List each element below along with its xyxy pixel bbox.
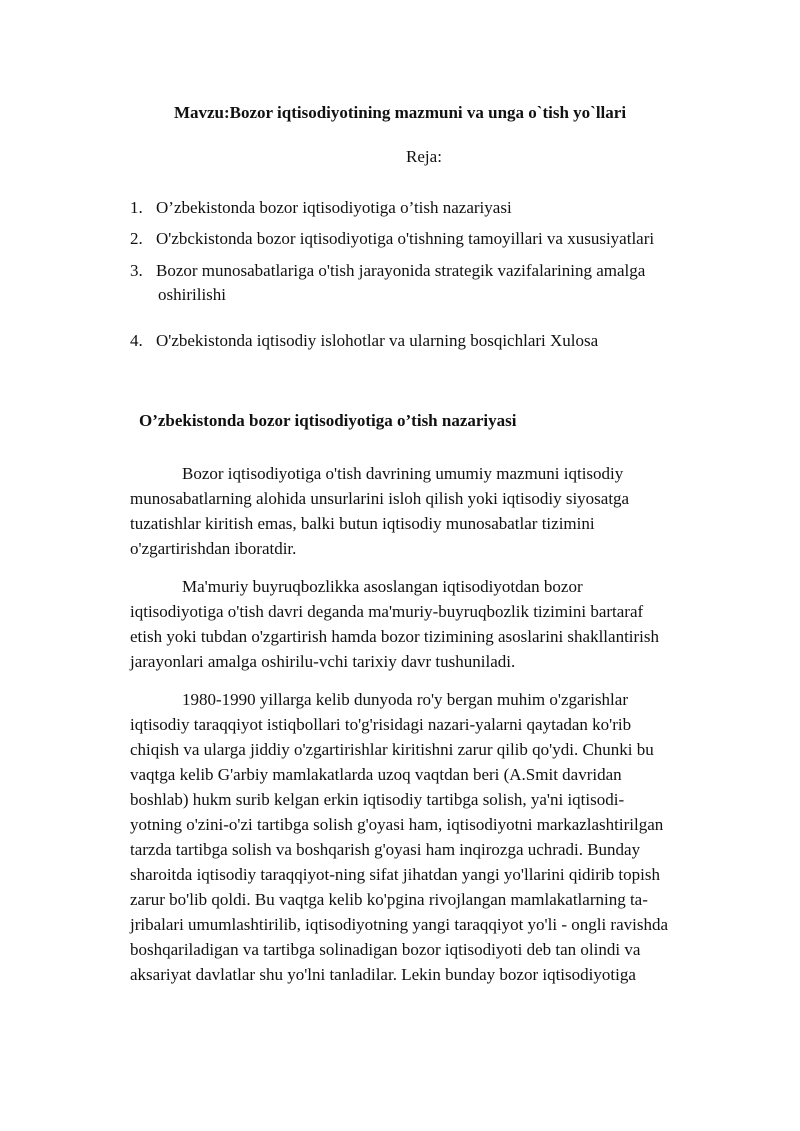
- plan-heading: Reja:: [406, 147, 442, 166]
- plan-item-text-line: Bozor munosabatlariga o'tish jarayonida strategik vazifalarining amalga: [156, 261, 646, 280]
- plan-item: [130, 227, 730, 251]
- section-heading: O’zbekistonda bozor iqtisodiyotiga o’tish nazariyasi: [139, 411, 517, 430]
- paragraph-line: yotning o'zini-o'zi tartibga solish g'oyasi ham, iqtisodiyotni markazlashtirilgan: [130, 815, 664, 834]
- plan-item: [130, 329, 730, 353]
- plan-item-number: 1.: [130, 198, 143, 217]
- paragraph-line: munosabatlarning alohida unsurlarini isloh qilish yoki iqtisodiy siyosatga: [130, 489, 630, 508]
- paragraph-line: tarzda tartibga solish va boshqarish g'oyasi ham inqirozga uchradi. Bunday: [130, 840, 641, 859]
- paragraph-line: chiqish va ularga jiddiy o'zgartirishlar kiritishni zarur qilib qo'ydi. Chunki bu: [130, 740, 654, 759]
- paragraph-line: boshqariladigan va tartibga solinadigan bozor iqtisodiyoti deb tan olindi va: [130, 940, 641, 959]
- paragraph-line: zarur bo'lib qoldi. Bu vaqtga kelib ko'pgina rivojlangan mamlakatlarning ta-: [130, 890, 648, 909]
- plan-item: [130, 259, 730, 307]
- paragraph-line: 1980-1990 yillarga kelib dunyoda ro'y bergan muhim o'zgarishlar: [182, 690, 628, 709]
- paragraph-line: vaqtga kelib G'arbiy mamlakatlarda uzoq vaqtdan beri (A.Smit davridan: [130, 765, 622, 784]
- paragraph: [130, 687, 730, 987]
- paragraph: [130, 574, 730, 674]
- paragraph-line: Bozor iqtisodiyotiga o'tish davrining umumiy mazmuni iqtisodiy: [182, 464, 624, 483]
- paragraph-line: sharoitda iqtisodiy taraqqiyot-ning sifat jihatdan yangi yo'llarini qidirib topish: [130, 865, 660, 884]
- paragraph-line: iqtisodiyotiga o'tish davri deganda ma'muriy-buyruqbozlik tizimini bartaraf: [130, 602, 644, 621]
- plan-item: [130, 196, 730, 220]
- paragraph-line: jribalari umumlashtirilib, iqtisodiyotning yangi taraqqiyot yo'li - ongli ravishda: [130, 915, 669, 934]
- document-title: Mavzu:Bozor iqtisodiyotining mazmuni va unga o`tish yo`llari: [173, 103, 627, 122]
- paragraph-line: iqtisodiy taraqqiyot istiqbollari to'g'risidagi nazari-yalarni qaytadan ko'rib: [130, 715, 632, 734]
- paragraph: [130, 461, 730, 561]
- plan-item-text: O’zbekistonda bozor iqtisodiyotiga o’tish nazariyasi: [156, 198, 512, 217]
- plan-item-number: 2.: [130, 229, 143, 248]
- paragraph-line: etish yoki tubdan o'zgartirish hamda bozor tizimining asoslarini shakllantirish: [130, 627, 660, 646]
- plan-item-number: 3.: [130, 261, 143, 280]
- paragraph-line: boshlab) hukm surib kelgan erkin iqtisodiy tartibga solish, ya'ni iqtisodi-: [130, 790, 625, 809]
- paragraph-line: tuzatishlar kiritish emas, balki butun iqtisodiy munosabatlar tizimini: [130, 514, 595, 533]
- plan-item-number: 4.: [130, 331, 143, 350]
- plan-item-text-line: oshirilishi: [158, 285, 227, 304]
- plan-item-text: O'zbckistonda bozor iqtisodiyotiga o'tishning tamoyillari va xususiyatlari: [156, 229, 655, 248]
- paragraph-line: aksariyat davlatlar shu yo'lni tanladilar. Lekin bunday bozor iqtisodiyotiga: [130, 965, 636, 984]
- paragraph-line: jarayonlari amalga oshirilu-vchi tarixiy davr tushuniladi.: [130, 652, 516, 671]
- paragraph-line: Ma'muriy buyruqbozlikka asoslangan iqtisodiyotdan bozor: [182, 577, 583, 596]
- paragraph-line: o'zgartirishdan iboratdir.: [130, 539, 297, 558]
- plan-item-text: O'zbekistonda iqtisodiy islohotlar va ularning bosqichlari Xulosa: [156, 331, 599, 350]
